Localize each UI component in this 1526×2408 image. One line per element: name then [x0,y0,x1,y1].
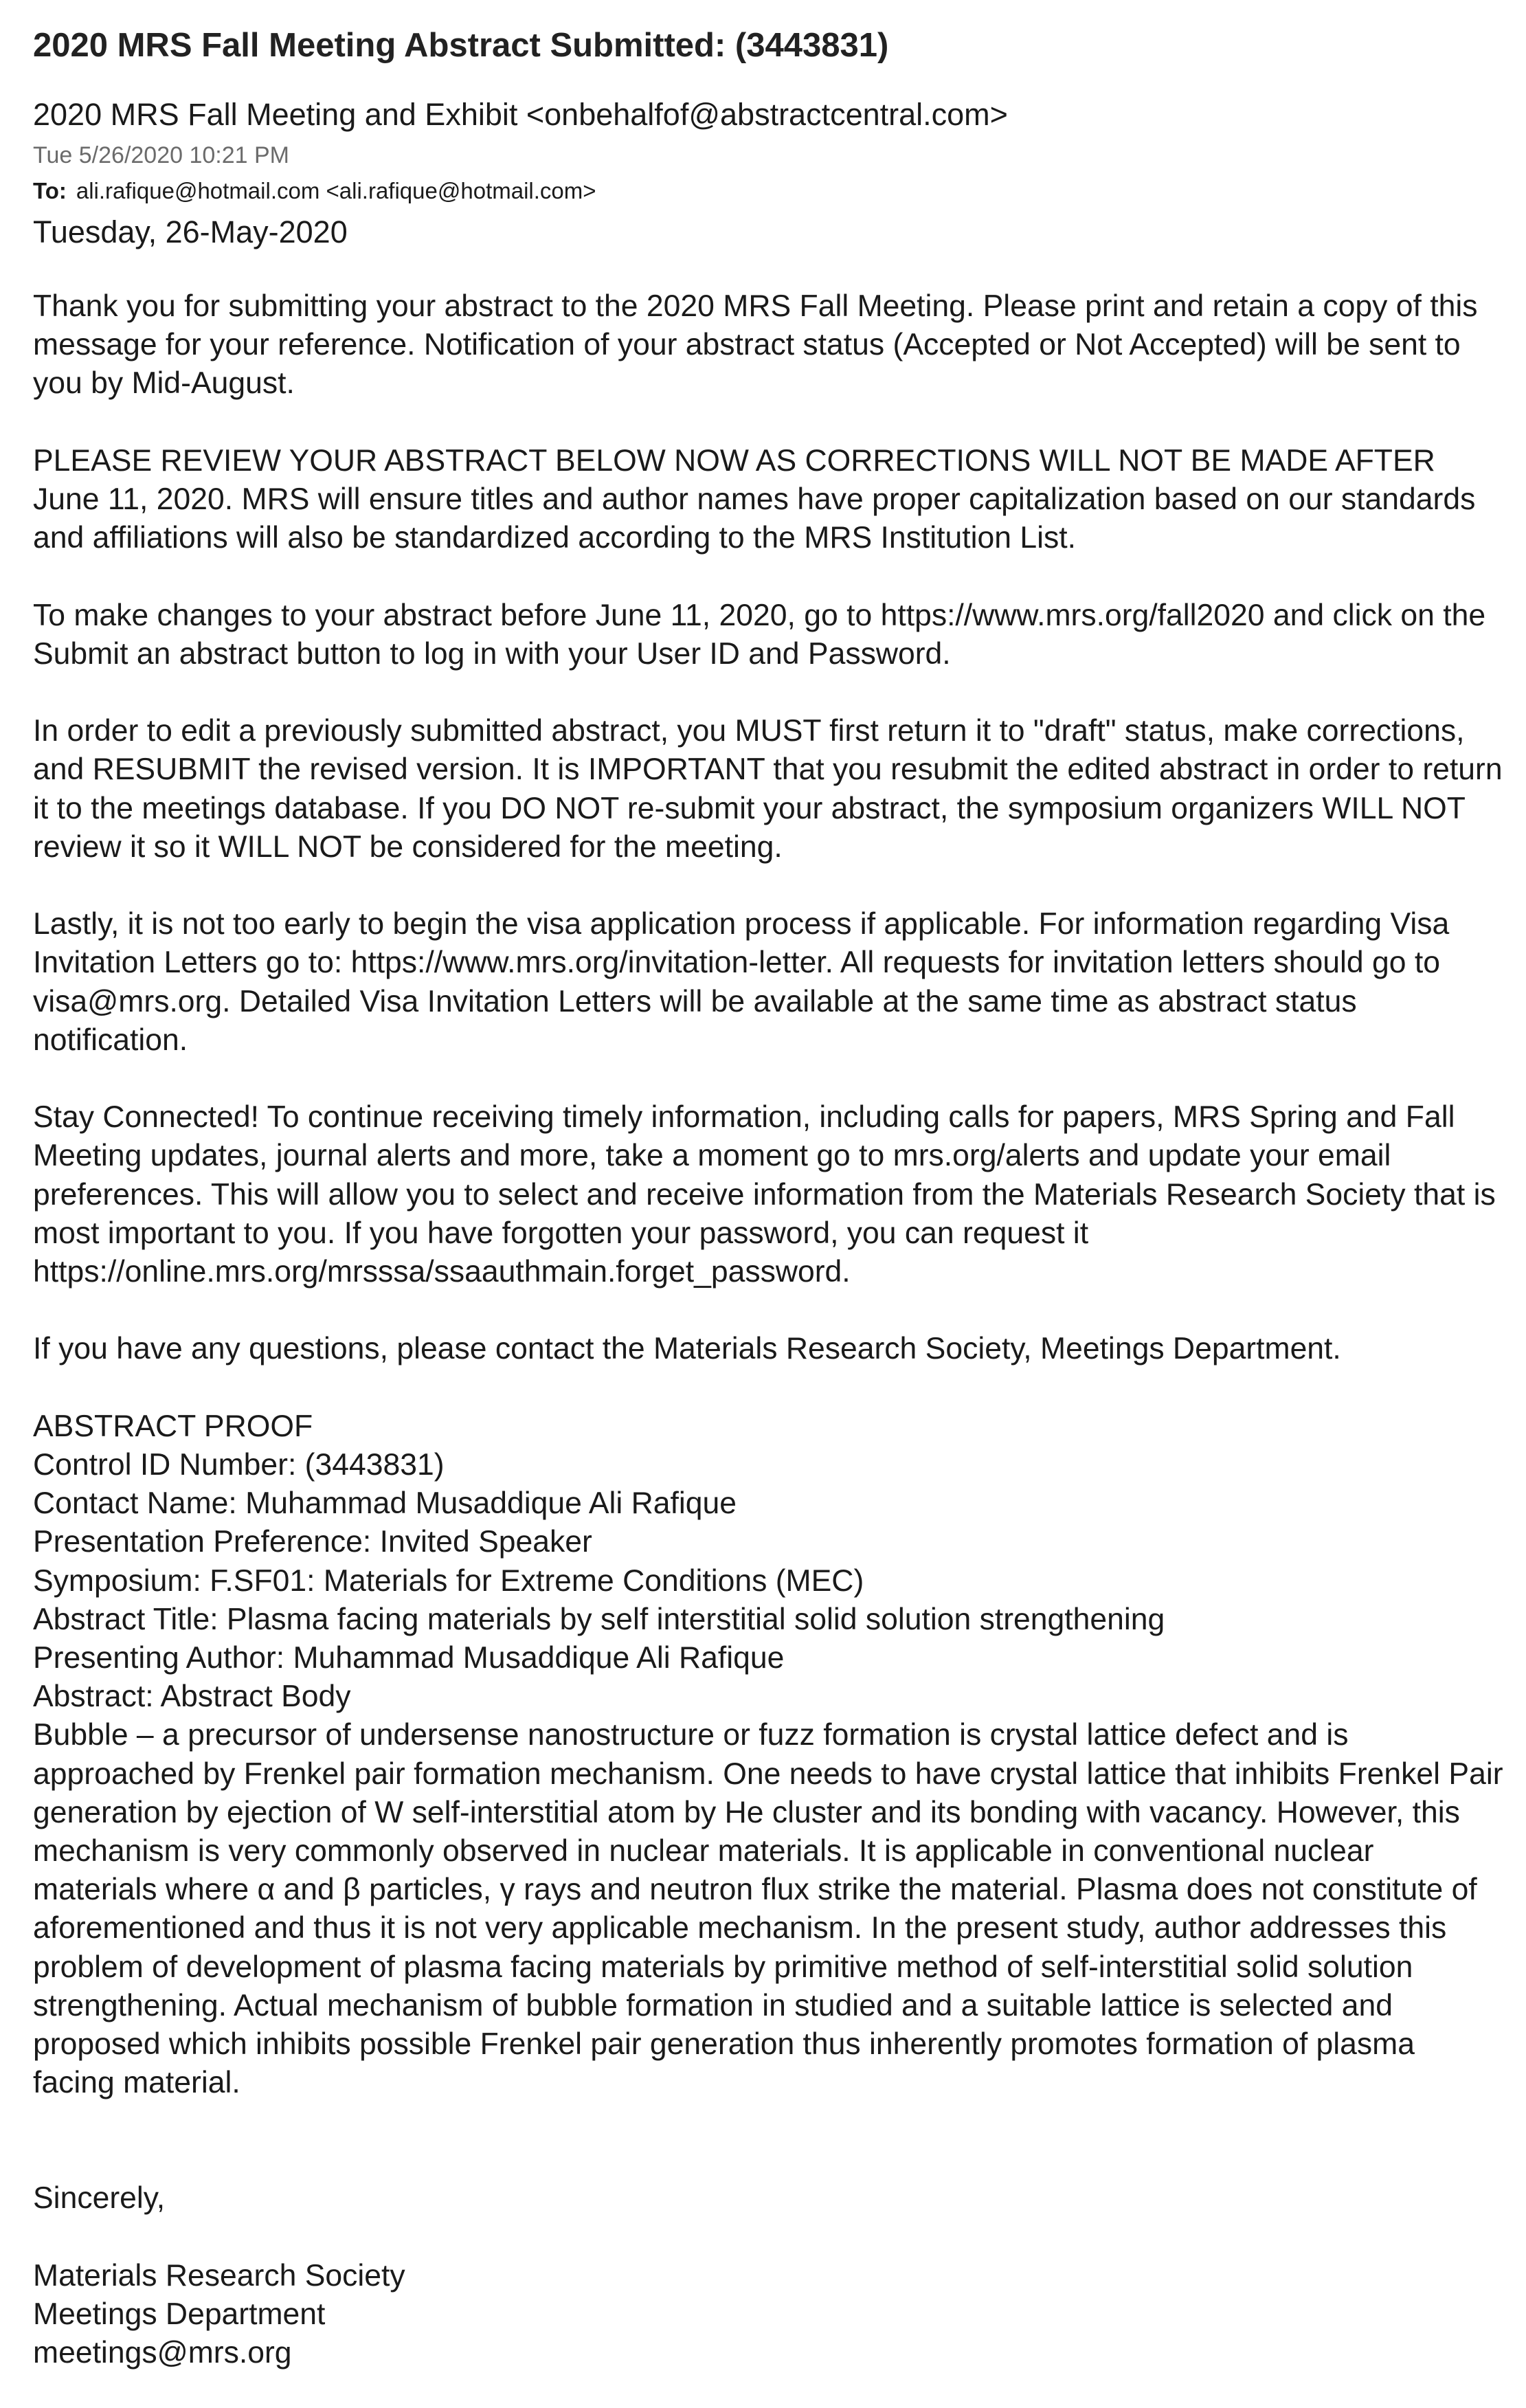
proof-abstract-body: Bubble – a precursor of undersense nanostructure or fuzz formation is crystal lattice defect and is approached by Frenkel pair formation mechanism. One needs to have crystal lattice that inhibits Frenkel Pair generation by ejection of W self-interstitial atom by He cluster and its bonding with vacancy. However, this mechanism is very commonly observed in nuclear materials. It is applicable in conventional nuclear materials where α and β particles, γ rays and neutron flux strike the material. Plasma does not constitute of aforementioned and thus it is not very applicable mechanism. In the present study, author addresses this problem of development of plasma facing materials by primitive method of self-interstitial solid solution strengthening. Actual mechanism of bubble formation in studied and a suitable lattice is selected and proposed which inhibits possible Frenkel pair generation thus inherently promotes formation of plasma facing material. [33,1718,1503,2100]
body-paragraph-questions: If you have any questions, please contact the Materials Research Society, Meetings Department. [33,1332,1341,1366]
proof-presentation-preference: Presentation Preference: Invited Speaker [33,1525,592,1559]
proof-heading: ABSTRACT PROOF [33,1409,313,1443]
email-closing: Sincerely, [33,2181,166,2216]
email-recipients [33,176,1503,206]
email-signature [33,2257,1503,2373]
proof-presenting-author: Presenting Author: Muhammad Musaddique Ali Rafique [33,1641,785,1675]
body-paragraph-make-changes: To make changes to your abstract before June 11, 2020, go to https://www.mrs.org/fall2020 and click on the Submit an abstract button to log in with your User ID and Password. [33,598,1486,671]
proof-abstract-title: Abstract Title: Plasma facing materials by self interstitial solid solution strengthening [33,1602,1165,1636]
body-paragraph-visa: Lastly, it is not too early to begin the visa application process if applicable. For information regarding Visa Invitation Letters go to: https://www.mrs.org/invitation-letter. All requests for invitation letters should go to visa@mrs.org. Detailed Visa Invitation Letters will be available at the same time as abstract status notification. [33,907,1450,1057]
signature-dept: Meetings Department [33,2297,326,2332]
proof-abstract-label: Abstract: Abstract Body [33,1680,351,1714]
email-date-line: Tuesday, 26-May-2020 [33,214,348,249]
email-subject: 2020 MRS Fall Meeting Abstract Submitted: (3443831) [33,27,889,64]
proof-contact-name: Contact Name: Muhammad Musaddique Ali Rafique [33,1486,737,1521]
to-address[interactable]: ali.rafique@hotmail.com <ali.rafique@hotmail.com> [76,178,596,203]
proof-control-id: Control ID Number: (3443831) [33,1447,445,1482]
email-sender[interactable]: 2020 MRS Fall Meeting and Exhibit <onbehalfof@abstractcentral.com> [33,97,1008,132]
proof-symposium: Symposium: F.SF01: Materials for Extreme Conditions (MEC) [33,1563,864,1598]
signature-org: Materials Research Society [33,2258,405,2293]
body-paragraph-stay-connected: Stay Connected! To continue receiving timely information, including calls for papers, MRS Spring and Fall Meeting updates, journal alerts and more, take a moment go to mrs.org/alerts and update your email preferences. This will allow you to select and receive information from the Materials Research Society that is most important to you. If you have forgotten your password, you can request it https://online.mrs.org/mrsssa/ssaauthmain.forget_password. [33,1100,1496,1289]
to-label: To: [33,178,67,203]
email-sent-time: Tue 5/26/2020 10:21 PM [33,142,290,168]
signature-email[interactable]: meetings@mrs.org [33,2336,292,2370]
abstract-proof [33,1407,1503,2103]
body-paragraph-edit-instructions: In order to edit a previously submitted abstract, you MUST first return it to "draft" status, make corrections, and RESUBMIT the revised version. It is IMPORTANT that you resubmit the edited abstract in order to return it to the meetings database. If you DO NOT re-submit your abstract, the symposium organizers WILL NOT review it so it WILL NOT be considered for the meeting. [33,714,1503,864]
body-paragraph-review-notice: PLEASE REVIEW YOUR ABSTRACT BELOW NOW AS CORRECTIONS WILL NOT BE MADE AFTER June 11, 2020. MRS will ensure titles and author names have proper capitalization based on our standards and affiliations will also be standardized according to the MRS Institution List. [33,443,1476,555]
email-view [33,23,1503,2372]
body-paragraph-thanks: Thank you for submitting your abstract to the 2020 MRS Fall Meeting. Please print and retain a copy of this message for your reference. Notification of your abstract status (Accepted or Not Accepted) will be sent to you by Mid-August. [33,289,1478,401]
email-body [33,287,1503,2372]
